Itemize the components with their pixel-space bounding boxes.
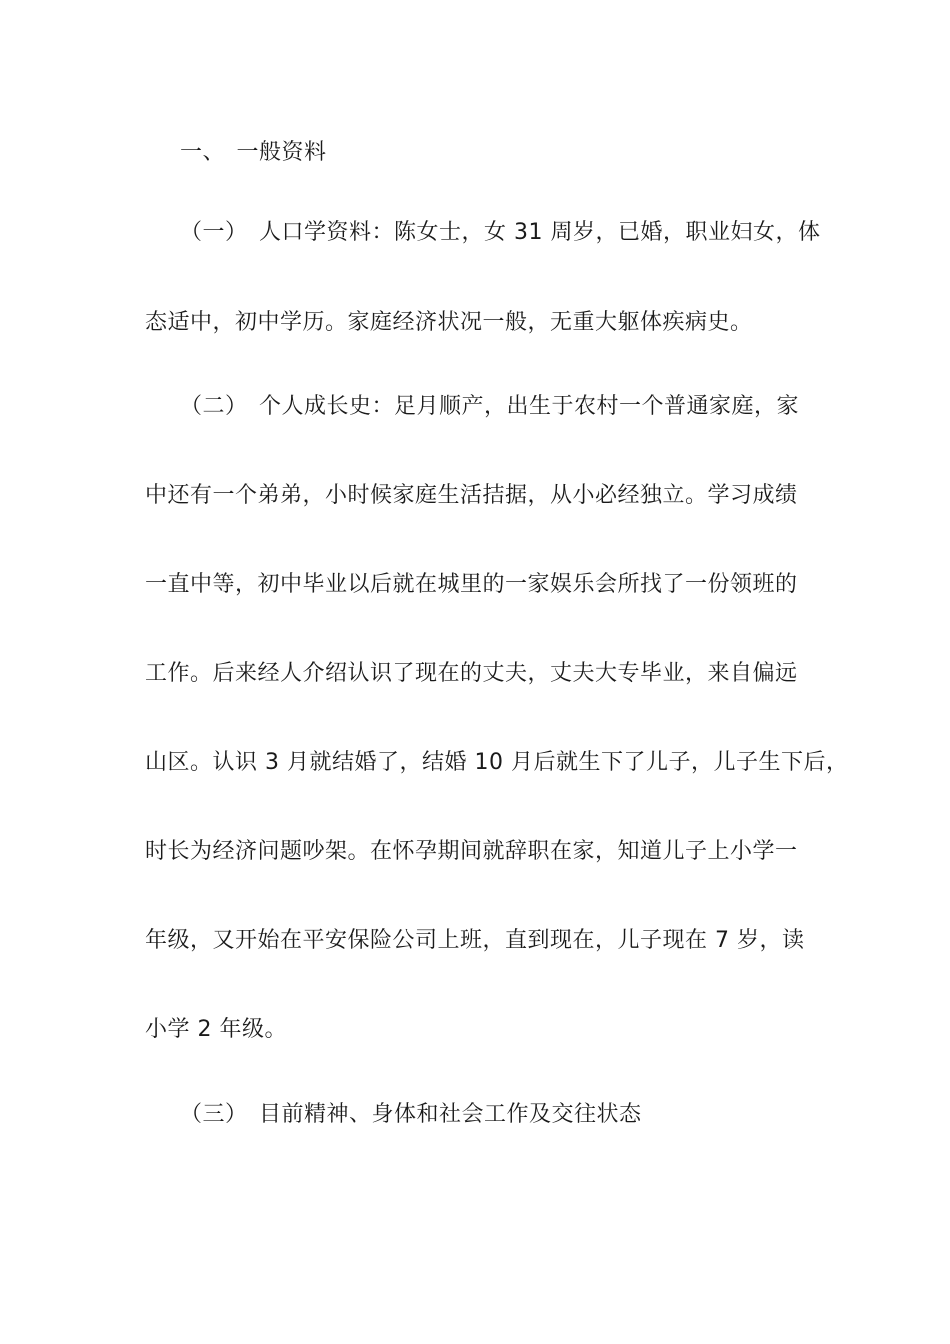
section-heading: 一、 一般资料 <box>180 140 327 165</box>
paragraph-2-line-1: （二） 个人成长史：足月顺产，出生于农村一个普通家庭，家 <box>180 394 800 419</box>
paragraph-2-line-2: 中还有一个弟弟，小时候家庭生活拮据，从小必经独立。学习成绩 <box>145 483 798 508</box>
paragraph-2-line-6: 时长为经济问题吵架。在怀孕期间就辞职在家，知道儿子上小学一 <box>145 839 798 864</box>
paragraph-2-line-7: 年级，又开始在平安保险公司上班，直到现在，儿子现在 7 岁，读 <box>145 928 805 953</box>
paragraph-2-line-5: 山区。认识 3 月就结婚了，结婚 10 月后就生下了儿子，儿子生下后， <box>145 750 849 775</box>
paragraph-2-line-8: 小学 2 年级。 <box>145 1017 287 1042</box>
paragraph-2-line-4: 工作。后来经人介绍认识了现在的丈夫，丈夫大专毕业，来自偏远 <box>145 661 798 686</box>
paragraph-1-line-2: 态适中，初中学历。家庭经济状况一般，无重大躯体疾病史。 <box>145 310 753 335</box>
paragraph-3-line-1: （三） 目前精神、身体和社会工作及交往状态 <box>180 1102 642 1127</box>
paragraph-1-line-1: （一） 人口学资料：陈女士，女 31 周岁，已婚，职业妇女，体 <box>180 220 821 245</box>
paragraph-2-line-3: 一直中等，初中毕业以后就在城里的一家娱乐会所找了一份领班的 <box>145 572 798 597</box>
